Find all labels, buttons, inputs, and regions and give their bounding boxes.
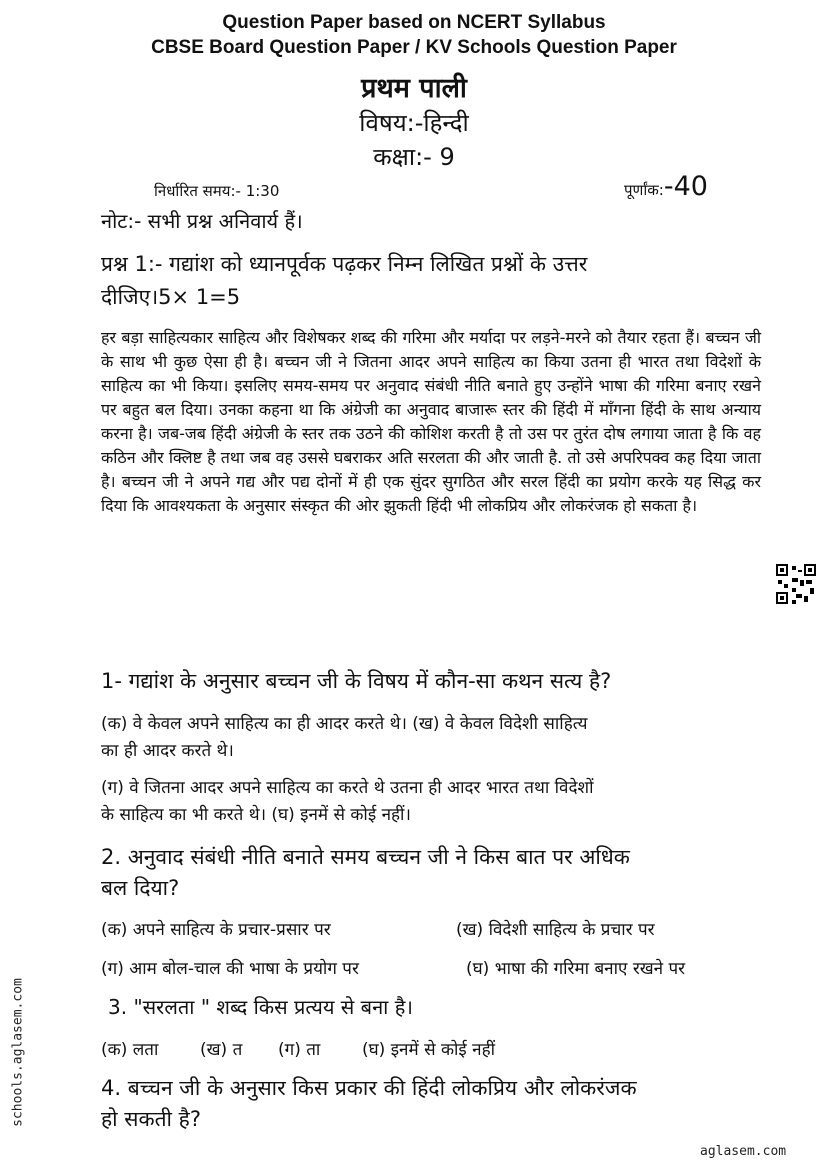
term-title: प्रथम पाली	[361, 73, 467, 104]
question-2-option-a: (क) अपने साहित्य के प्रचार-प्रसार पर	[101, 920, 331, 940]
passage: हर बड़ा साहित्यकार साहित्य और विशेषकर शब्द की गरिमा और मर्यादा पर लड़ने-मरने को तैयार रहता हैं। बच्चन जी के साथ भी कुछ ऐसा ही है। बच्चन जी ने जितना आदर अपने साहित्य का किया उतना ही भारत तथा विदेशों के साहित्य का भी किया। इसलिए समय-समय पर अनुवाद संबंधी नीति बनाते हुए उन्होंने भाषा की गरिमा बनाए रखने पर बहुत बल दिया। उनका कहना था कि अंग्रेजी का अनुवाद बाजारू स्तर की हिंदी में माँगना हिंदी के साथ अन्याय करना है। जब-जब हिंदी अंग्रेजी के स्तर तक उठने की कोशिश करती है तो उस पर तुरंत दोष लगाया जाता है कि वह कठिन और क्लिष्ट है तथा जब वह उससे घबराकर अति सरलता की और जाती है. तो उसे अपरिपक्व कह दिया जाता है। बच्चन जी ने अपने गद्य और पद्य दोनों में ही एक सुंदर सुगठित और सरल हिंदी का प्रयोग करके यह सिद्ध कर दिया कि आवश्यकता के अनुसार संस्कृत की ओर झुकती हिंदी भी लोकप्रिय और लोकरंजक हो सकता है।	[101, 328, 761, 515]
question-2-option-d: (घ) भाषा की गरिमा बनाए रखने पर	[466, 959, 686, 979]
class-title: कक्षा:- 9	[373, 143, 455, 171]
question-2-text-line2: बल दिया?	[101, 876, 180, 900]
question-1-options-line2: का ही आदर करते थे।	[101, 741, 234, 761]
time-allowed: निर्धारित समय:- 1:30	[154, 182, 280, 200]
q1-heading-line1: प्रश्न 1:- गद्यांश को ध्यानपूर्वक पढ़कर निम्न लिखित प्रश्नों के उत्तर	[101, 252, 588, 276]
question-3-option-c: (ग) ता	[278, 1040, 321, 1060]
question-3-option-a: (क) लता	[101, 1040, 159, 1060]
question-2-text-line1: 2. अनुवाद संबंधी नीति बनाते समय बच्चन जी ने किस बात पर अधिक	[101, 845, 630, 869]
question-1-text: 1- गद्यांश के अनुसार बच्चन जी के विषय में कौन-सा कथन सत्य है?	[101, 669, 612, 693]
question-3-option-b: (ख) त	[200, 1040, 243, 1060]
footer-watermark: aglasem.com	[700, 1144, 787, 1159]
side-watermark: schools.aglasem.com	[10, 978, 26, 1127]
header-line-2: CBSE Board Question Paper / KV Schools Question Paper	[151, 37, 677, 58]
question-3-option-d: (घ) इनमें से कोई नहीं	[362, 1040, 496, 1060]
marks-value: -40	[663, 171, 708, 202]
qr-code-icon	[776, 564, 816, 604]
question-2-option-c: (ग) आम बोल-चाल की भाषा के प्रयोग पर	[101, 959, 359, 979]
question-1-options-line1: (क) वे केवल अपने साहित्य का ही आदर करते थे। (ख) वे केवल विदेशी साहित्य	[101, 714, 588, 734]
marks-label: पूर्णांक:	[624, 181, 664, 199]
question-3-text: 3. "सरलता " शब्द किस प्रत्यय से बना है।	[108, 995, 413, 1019]
question-4-text-line1: 4. बच्चन जी के अनुसार किस प्रकार की हिंदी लोकप्रिय और लोकरंजक	[101, 1076, 637, 1100]
q1-heading-line2: दीजिए।5× 1=5	[101, 285, 241, 309]
question-1-options-line4: के साहित्य का भी करते थे। (घ) इनमें से कोई नहीं।	[101, 805, 411, 825]
header-line-1: Question Paper based on NCERT Syllabus	[222, 12, 606, 33]
question-2-option-b: (ख) विदेशी साहित्य के प्रचार पर	[456, 920, 655, 940]
max-marks	[624, 171, 708, 202]
subject-title: विषय:-हिन्दी	[359, 109, 469, 137]
question-4-text-line2: हो सकती है?	[101, 1107, 201, 1131]
note: नोट:- सभी प्रश्न अनिवार्य हैं।	[101, 209, 303, 233]
question-1-options-line3: (ग) वे जितना आदर अपने साहित्य का करते थे उतना ही आदर भारत तथा विदेशों	[101, 778, 594, 798]
